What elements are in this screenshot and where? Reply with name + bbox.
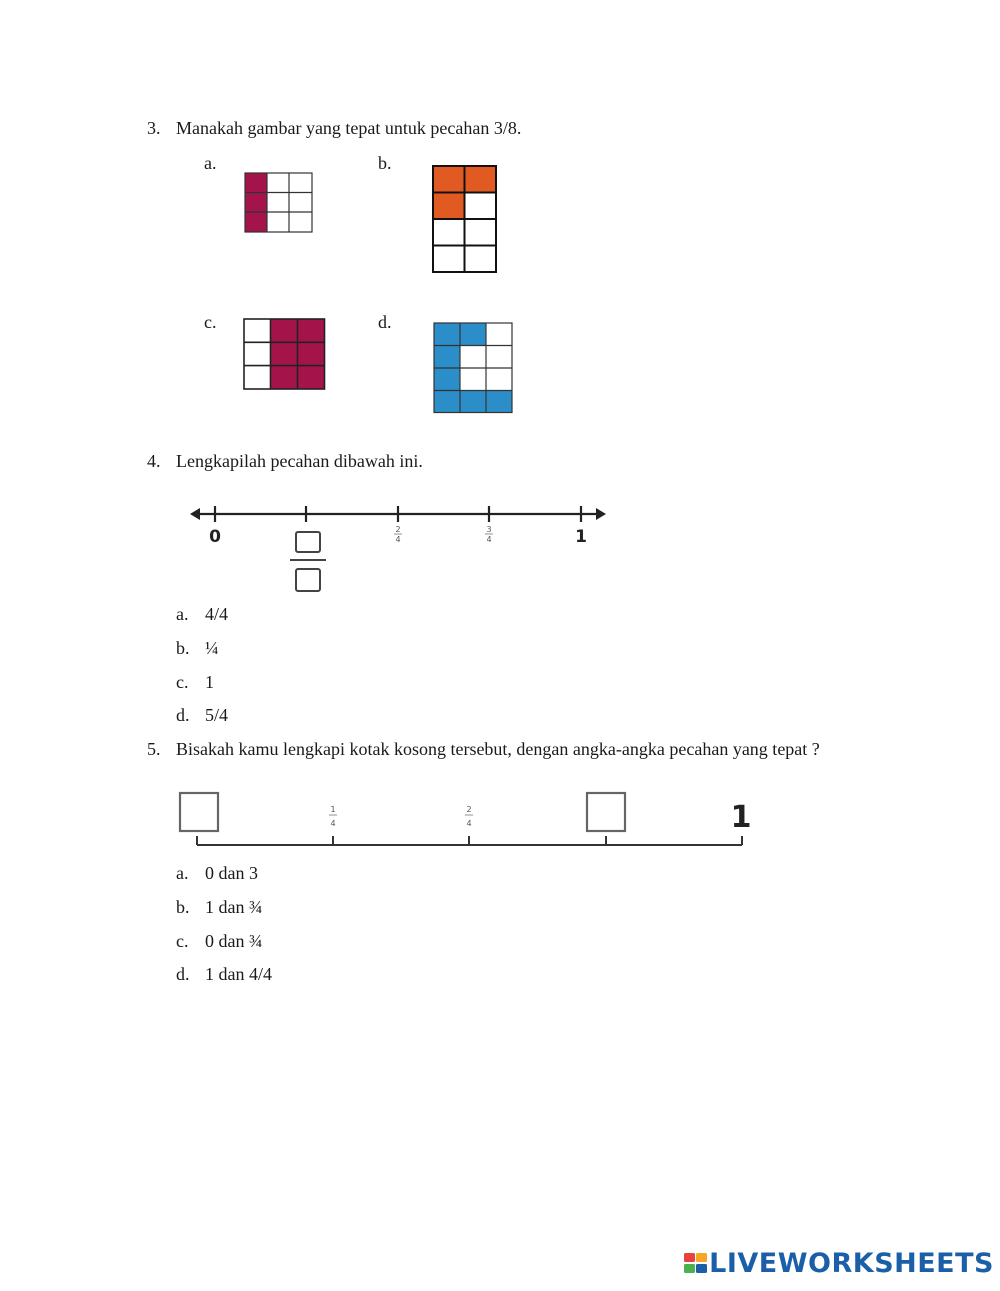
q5-label-one: 1 [730, 800, 752, 835]
grid-a-shade [245, 173, 267, 232]
q5-number-line [176, 790, 756, 852]
q4-frac2-numerator: 2 [395, 525, 401, 534]
fraction-grid-a[interactable] [244, 172, 314, 234]
q4-frac3-numerator: 3 [486, 525, 492, 534]
q5-question-text: Bisakah kamu lengkapi kotak kosong tersebut, dengan angka-angka pecahan yang tepat ? [176, 739, 820, 759]
q4-option-a-letter: a. [176, 604, 189, 624]
q5-option-d-text[interactable]: 1 dan 4/4 [205, 964, 272, 984]
q4-question-text: Lengkapilah pecahan dibawah ini. [176, 451, 423, 471]
q4-number: 4. [147, 451, 161, 471]
q4-option-a-text[interactable]: 4/4 [205, 604, 229, 624]
q5-option-c-letter: c. [176, 931, 189, 951]
q5-frac1-numerator: 1 [330, 805, 336, 814]
q3-option-c-letter: c. [204, 312, 217, 332]
q4-option-c-text[interactable]: 1 [205, 672, 214, 692]
q5-frac2-denominator: 4 [466, 819, 472, 828]
liveworksheets-logo[interactable] [683, 1245, 994, 1281]
logo-mark-icon [683, 1251, 709, 1275]
q4-option-c-letter: c. [176, 672, 189, 692]
logo-text: LIVEWORKSHEETS [709, 1247, 994, 1279]
q3-number: 3. [147, 118, 161, 138]
q4-empty-numerator-box [296, 532, 320, 552]
q3-option-b-letter: b. [378, 153, 392, 173]
q5-option-b-letter: b. [176, 897, 190, 917]
q5-empty-box-left [180, 793, 218, 831]
q4-label-one: 1 [575, 527, 587, 547]
q3-question-text: Manakah gambar yang tepat untuk pecahan 3/8. [176, 118, 522, 138]
q5-number: 5. [147, 739, 161, 759]
q4-number-line [188, 500, 608, 600]
q3-option-d-letter: d. [378, 312, 392, 332]
q5-option-a-letter: a. [176, 863, 189, 883]
q5-option-c-text[interactable]: 0 dan ¾ [205, 931, 263, 951]
q5-empty-box-right [587, 793, 625, 831]
q4-frac2-denominator: 4 [395, 535, 401, 544]
q4-empty-denominator-box [296, 569, 320, 591]
q4-label-zero: 0 [209, 527, 221, 547]
fraction-grid-b[interactable] [432, 165, 498, 275]
q3-option-a-letter: a. [204, 153, 217, 173]
fraction-grid-c[interactable] [243, 318, 327, 392]
q4-option-d-letter: d. [176, 705, 190, 725]
q5-frac2-numerator: 2 [466, 805, 472, 814]
q4-frac3-denominator: 4 [486, 535, 492, 544]
q4-option-d-text[interactable]: 5/4 [205, 705, 229, 725]
q5-option-d-letter: d. [176, 964, 190, 984]
q5-option-b-text[interactable]: 1 dan ¾ [205, 897, 263, 917]
q5-option-a-text[interactable]: 0 dan 3 [205, 863, 258, 883]
q4-option-b-letter: b. [176, 638, 190, 658]
q4-option-b-text[interactable]: ¼ [205, 638, 219, 658]
fraction-grid-d[interactable] [433, 322, 515, 414]
q5-frac1-denominator: 4 [330, 819, 336, 828]
